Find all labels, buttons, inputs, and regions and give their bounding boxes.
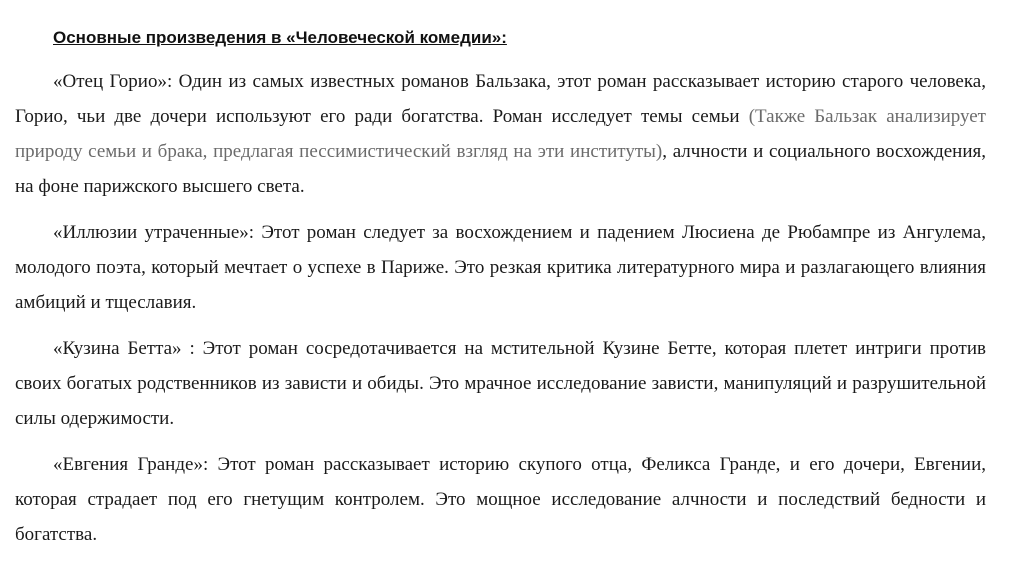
paragraph-lost-illusions — [15, 215, 986, 320]
text-body — [15, 64, 986, 563]
paragraph-eugenie-grandet — [15, 447, 986, 552]
paragraph-text: , алчности и социального восхождения, на фоне парижского высшего света. — [15, 141, 986, 197]
page-title: Основные произведения в «Человеческой комедии»: — [53, 28, 507, 47]
paragraph-text: «Отец Горио»: Один из самых известных романов Бальзака, этот роман рассказывает историю старого человека, Горио, чьи две дочери используют его ради богатства. Роман исследует темы семьи — [15, 71, 986, 127]
paragraph-aside: (Также Бальзак анализирует природу семьи и брака, предлагая пессимистический взгляд на эти институты) — [15, 106, 986, 162]
paragraph-father-goriot — [15, 64, 986, 204]
paragraph-text: «Иллюзии утраченные»: Этот роман следует за восхождением и падением Люсиена де Рюбампре из Ангулема, молодого поэта, который мечтает о успехе в Париже. Это резкая критика литературного мира и разлагающего влияния амбиций и тщеславия. — [15, 222, 986, 313]
paragraph-text: «Кузина Бетта» : Этот роман сосредотачивается на мстительной Кузине Бетте, которая плетет интриги против своих богатых родственников из зависти и обиды. Это мрачное исследование зависти, манипуляций и разрушительной силы одержимости. — [15, 338, 986, 429]
paragraph-text: «Евгения Гранде»: Этот роман рассказывает историю скупого отца, Феликса Гранде, и его дочери, Евгении, которая страдает под его гнетущим контролем. Это мощное исследование алчности и последствий бедности и богатства. — [15, 454, 986, 545]
paragraph-cousin-bette — [15, 331, 986, 436]
